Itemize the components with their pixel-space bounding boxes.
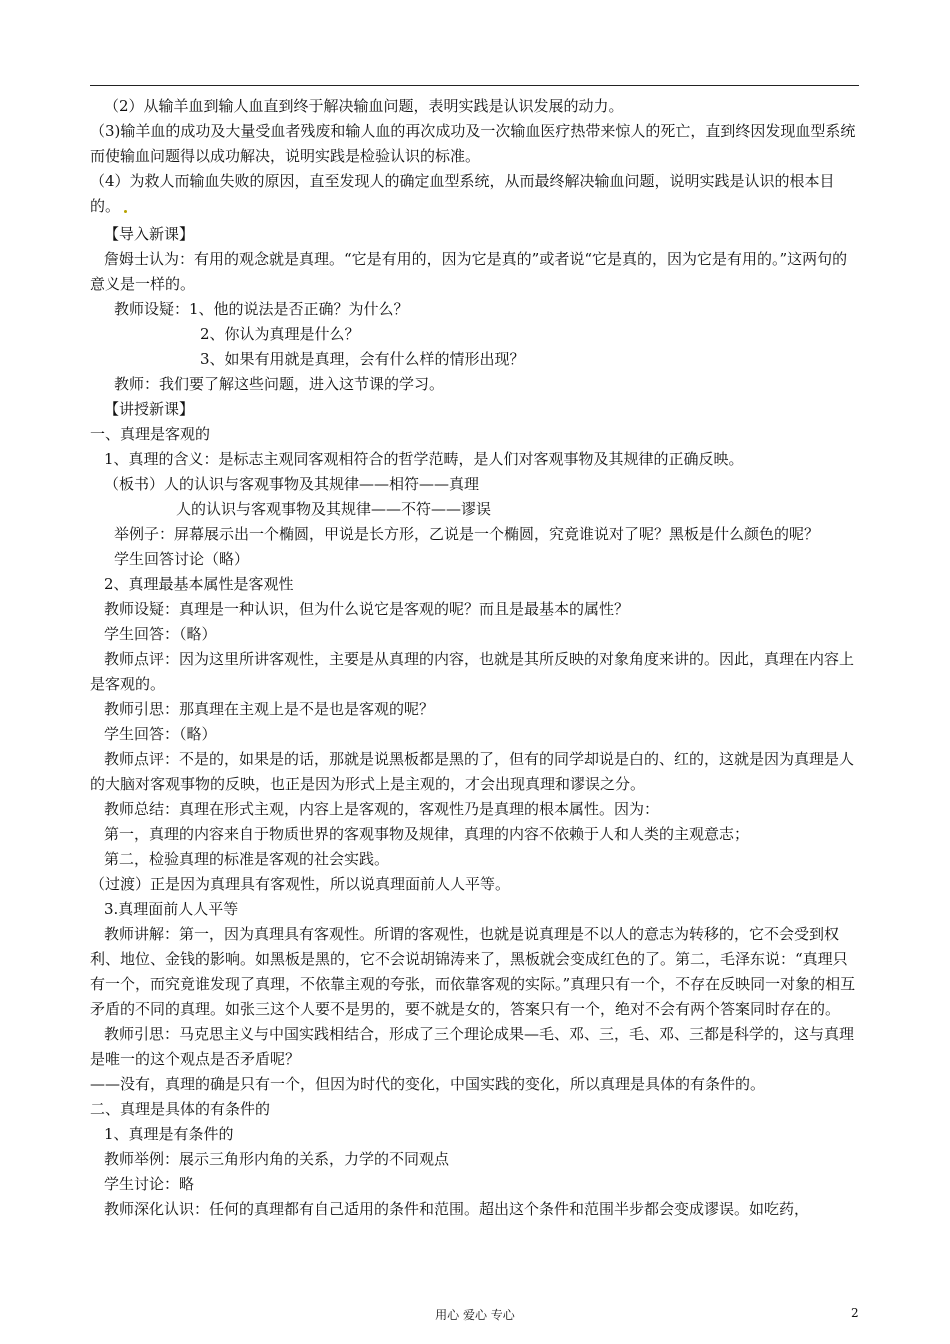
paragraph: 教师点评：因为这里所讲客观性，主要是从真理的内容，也就是其所反映的对象角度来讲的。因此，真理在内容上是客观的。: [90, 650, 855, 693]
paragraph: 第一，真理的内容来自于物质世界的客观事物及规律，真理的内容不依赖于人和人类的主观意志；: [104, 825, 750, 843]
header-rule: [90, 85, 859, 86]
paragraph: 教师：我们要了解这些问题，进入这节课的学习。: [114, 375, 445, 393]
paragraph: （过渡）正是因为真理具有客观性，所以说真理面前人人平等。: [90, 875, 511, 893]
paragraph: 教师点评：不是的，如果是的话，那就是说黑板都是黑的了，但有的同学却说是白的、红的，这就是因为真理是人的大脑对客观事物的反映，也正是因为形式上是主观的，才会出现真理和谬误之分。: [90, 750, 855, 793]
paragraph: 教师引思：那真理在主观上是不是也是客观的呢？: [104, 700, 435, 718]
document-body: [90, 94, 860, 1222]
paragraph: （4）为救人而输血失败的原因，直至发现人的确定血型系统，从而最终解决输血问题，说明实践是认识的根本目的。: [90, 172, 835, 215]
paragraph: 学生回答：（略）: [104, 625, 217, 643]
page-number: 2: [851, 1306, 859, 1320]
stray-dot-mark: [124, 210, 127, 213]
paragraph: （板书）人的认识与客观事物及其规律——相符——真理: [104, 475, 480, 493]
paragraph: 教师总结：真理在形式主观，内容上是客观的，客观性乃是真理的根本属性。因为：: [104, 800, 660, 818]
section-heading: 【讲授新课】: [104, 400, 195, 418]
subsection-heading: 3.真理面前人人平等: [104, 900, 239, 918]
paragraph: 教师深化认识：任何的真理都有自己适用的条件和范围。超出这个条件和范围半步都会变成谬误。如吃药，: [104, 1200, 810, 1218]
paragraph: 1、真理的含义：是标志主观同客观相符合的哲学范畴，是人们对客观事物及其规律的正确反映。: [104, 450, 744, 468]
paragraph: 举例子：屏幕展示出一个椭圆，甲说是长方形，乙说是一个椭圆，究竟谁说对了呢？黑板是什么颜色的呢？: [114, 525, 820, 543]
footer-motto: 用心 爱心 专心: [435, 1308, 515, 1322]
section-heading: 二、真理是具体的有条件的: [90, 1100, 271, 1118]
subsection-heading: 1、真理是有条件的: [104, 1125, 234, 1143]
subsection-heading: 2、真理最基本属性是客观性: [104, 575, 294, 593]
paragraph: 学生回答：（略）: [104, 725, 217, 743]
paragraph: 教师设疑：1、他的说法是否正确？为什么？: [114, 300, 409, 318]
paragraph: 学生回答讨论（略）: [114, 550, 250, 568]
paragraph: 教师设疑：真理是一种认识，但为什么说它是客观的呢？而且是最基本的属性？: [104, 600, 630, 618]
paragraph: 第二，检验真理的标准是客观的社会实践。: [104, 850, 390, 868]
paragraph: （2）从输羊血到输人血直到终于解决输血问题，表明实践是认识发展的动力。: [104, 97, 624, 115]
section-heading: 【导入新课】: [104, 225, 195, 243]
paragraph: 教师举例：展示三角形内角的关系，力学的不同观点: [104, 1150, 450, 1168]
paragraph: 詹姆士认为：有用的观念就是真理。“它是有用的，因为它是真的”或者说“它是真的，因为它是有用的。”这两句的意义是一样的。: [90, 250, 848, 293]
paragraph: 3、如果有用就是真理，会有什么样的情形出现？: [200, 350, 525, 368]
paragraph: ——没有，真理的确是只有一个，但因为时代的变化，中国实践的变化，所以真理是具体的有条件的。: [90, 1075, 766, 1093]
paragraph: 学生讨论：略: [104, 1175, 195, 1193]
paragraph: 2、你认为真理是什么？: [200, 325, 360, 343]
section-heading: 一、真理是客观的: [90, 425, 211, 443]
paragraph: （3)输羊血的成功及大量受血者残废和输人血的再次成功及一次输血医疗热带来惊人的死亡，直到终因发现血型系统而使输血问题得以成功解决，说明实践是检验认识的标准。: [90, 122, 856, 165]
paragraph: 教师讲解：第一，因为真理具有客观性。所谓的客观性，也就是说真理是不以人的意志为转移的，它不会受到权利、地位、金钱的影响。如黑板是黑的，它不会说胡锦涛来了，黑板就会变成红色的了。第二，毛泽东说：“真理只有一个，而究竟谁发现了真理，不依靠主观的夸张，而依靠客观的实际。”真理只有一个，不存在反映同一对象的相互矛盾的不同的真理。如张三这个人要不是男的，要不就是女的，答案只有一个，绝对不会有两个答案同时存在的。: [90, 925, 856, 1018]
paragraph: 教师引思：马克思主义与中国实践相结合，形成了三个理论成果—毛、邓、三，毛、邓、三都是科学的，这与真理是唯一的这个观点是否矛盾呢？: [90, 1025, 855, 1068]
paragraph: 人的认识与客观事物及其规律——不符——谬误: [176, 500, 492, 518]
